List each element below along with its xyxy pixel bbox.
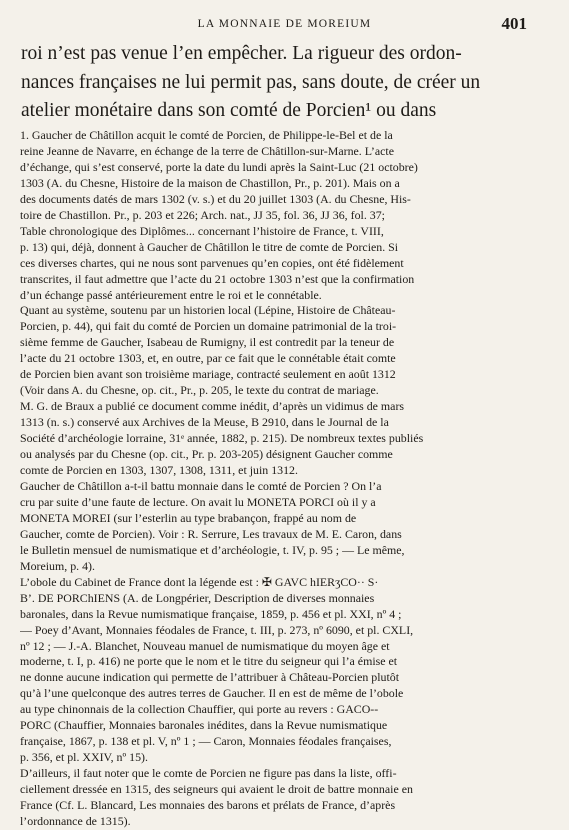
footnote-line: Gaucher, comte de Porcien). Voir : R. Serrure, Les travaux de M. E. Caron, dans bbox=[20, 526, 402, 541]
footnote-line: française, 1867, p. 138 et pl. V, nº 1 ; — Caron, Monnaies féodales françaises, bbox=[20, 734, 392, 749]
footnote-line: nº 12 ; — J.-A. Blanchet, Nouveau manuel de numismatique du moyen âge et bbox=[20, 638, 390, 653]
main-text-line: atelier monétaire dans son comté de Porcien¹ ou dans bbox=[21, 100, 437, 121]
footnote-line: p. 13) qui, déjà, donnent à Gaucher de Châtillon le titre de comte de Porcien. Si bbox=[20, 239, 399, 254]
footnote-line: qu’à l’une quelconque des autres terres de Gaucher. Il en est de même de l’obole bbox=[20, 686, 404, 701]
footnote-line: 1313 (n. s.) conservé aux Archives de la Meuse, B 2910, dans le Journal de la bbox=[20, 415, 389, 430]
footnote-line: l’acte du 21 octobre 1303, et, en outre, par ce fait que le connétable était comte bbox=[20, 351, 396, 366]
footnote-line: Table chronologique des Diplômes... concernant l’histoire de France, t. VIII, bbox=[20, 223, 384, 238]
footnote-line: Moreium, p. 4). bbox=[20, 558, 95, 573]
footnote-line: L’obole du Cabinet de France dont la légende est : ✠ GAVC hIERʒCO·· S· bbox=[20, 574, 379, 589]
footnote-line: ou analysés par du Chesne (op. cit., Pr. p. 203-205) désignent Gaucher comme bbox=[20, 447, 393, 462]
footnote-line: l’ordonnance de 1315). bbox=[20, 813, 131, 828]
footnote-line: 1. Gaucher de Châtillon acquit le comté de Porcien, de Philippe-le-Bel et de la bbox=[20, 128, 393, 142]
footnote-line: transcrites, il faut admettre que l’acte du 21 octobre 1303 n’est que la confirmation bbox=[20, 271, 415, 286]
footnote-line: Quant au système, soutenu par un historien local (Lépine, Histoire de Château- bbox=[20, 303, 396, 318]
footnote-line: de Porcien bien avant son troisième mariage, contracté seulement en août 1312 bbox=[20, 367, 396, 382]
footnote-line: France (Cf. L. Blancard, Les monnaies des barons et prélats de France, d’après bbox=[20, 798, 396, 813]
footnote-line: sième femme de Gaucher, Isabeau de Rumigny, il est contredit par la teneur de bbox=[20, 335, 395, 350]
main-text-line: roi n’est pas venue l’en empêcher. La rigueur des ordon- bbox=[21, 43, 462, 64]
footnote-line: Porcien, p. 44), qui fait du comté de Porcien un domaine patrimonial de la troi- bbox=[20, 319, 397, 334]
footnote-line: toire de Chastillon. Pr., p. 203 et 226; Arch. nat., JJ 35, fol. 36, JJ 36, fol. 37; bbox=[20, 207, 385, 222]
footnote-line: reine Jeanne de Navarre, en échange de la terre de Châtillon-sur-Marne. L’acte bbox=[20, 143, 395, 158]
footnote-line: MONETA MOREI (sur l’esterlin au type brabançon, frappé au nom de bbox=[20, 510, 357, 525]
footnote-line: B’. DE PORChIENS (A. de Longpérier, Description de diverses monnaies bbox=[20, 590, 375, 605]
footnote-line: ciellement dressée en 1315, des seigneurs qui avaient le droit de battre monnaie en bbox=[20, 782, 413, 797]
footnote-line: cru par suite d’une faute de lecture. On avait lu MONETA PORCI où il y a bbox=[20, 494, 376, 509]
page-number: 401 bbox=[501, 14, 527, 33]
footnote-line: M. G. de Braux a publié ce document comme inédit, d’après un vidimus de mars bbox=[20, 399, 405, 414]
main-text bbox=[21, 40, 521, 126]
footnote-line: (Voir dans A. du Chesne, op. cit., Pr., p. 205, le texte du contrat de mariage. bbox=[20, 383, 379, 398]
footnotes bbox=[20, 128, 522, 830]
footnote-line: d’échange, qui s’est conservé, porte la date du lundi après la Saint-Luc (21 octobre) bbox=[20, 159, 418, 174]
footnote-line: le Bulletin mensuel de numismatique et d’archéologie, t. IV, p. 95 ; — Le même, bbox=[20, 542, 405, 557]
footnote-line: baronales, dans la Revue numismatique française, 1859, p. 456 et pl. XXI, nº 4 ; bbox=[20, 606, 402, 621]
footnote-line: Gaucher de Châtillon a-t-il battu monnaie dans le comté de Porcien ? On l’a bbox=[20, 478, 382, 493]
footnote-line: des documents datés de mars 1302 (v. s.) et du 20 juillet 1303 (A. du Chesne, His- bbox=[20, 191, 411, 206]
footnote-line: — Poey d’Avant, Monnaies féodales de France, t. III, p. 273, nº 6090, et pl. CXLI, bbox=[20, 622, 414, 637]
footnote-line: p. 356, et pl. XXIV, nº 15). bbox=[20, 750, 148, 765]
main-text-line: nances françaises ne lui permit pas, sans doute, de créer un bbox=[21, 71, 481, 93]
running-title: LA MONNAIE DE MOREIUM bbox=[197, 18, 372, 30]
footnote-line: ne donne aucune indication qui permette de l’attribuer à Château-Porcien plutôt bbox=[20, 670, 400, 685]
footnote-line: moderne, t. I, p. 416) ne porte que le nom et le titre du seigneur qui l’a émise et bbox=[20, 654, 398, 669]
footnote-line: 1303 (A. du Chesne, Histoire de la maison de Chastillon, Pr., p. 201). Mais on a bbox=[20, 175, 400, 190]
footnote-line: ces diverses chartes, qui ne nous sont parvenues qu’en copies, ont été fidèlement bbox=[20, 255, 404, 270]
footnote-line: au type chinonnais de la collection Chauffier, qui porte au revers : GACO-- bbox=[20, 702, 379, 717]
footnote-line: d’un échange passé antérieurement entre le roi et le connétable. bbox=[20, 287, 322, 302]
footnote-line: PORC (Chauffier, Monnaies baronales inédites, dans la Revue numismatique bbox=[20, 718, 388, 733]
footnote-line: Société d’archéologie lorraine, 31ᵉ année, 1882, p. 215). De nombreux textes publiés bbox=[20, 431, 424, 446]
footnote-line: comte de Porcien en 1303, 1307, 1308, 1311, et juin 1312. bbox=[20, 463, 298, 478]
footnote-line: D’ailleurs, il faut noter que le comte de Porcien ne figure pas dans la liste, offi- bbox=[20, 766, 397, 781]
